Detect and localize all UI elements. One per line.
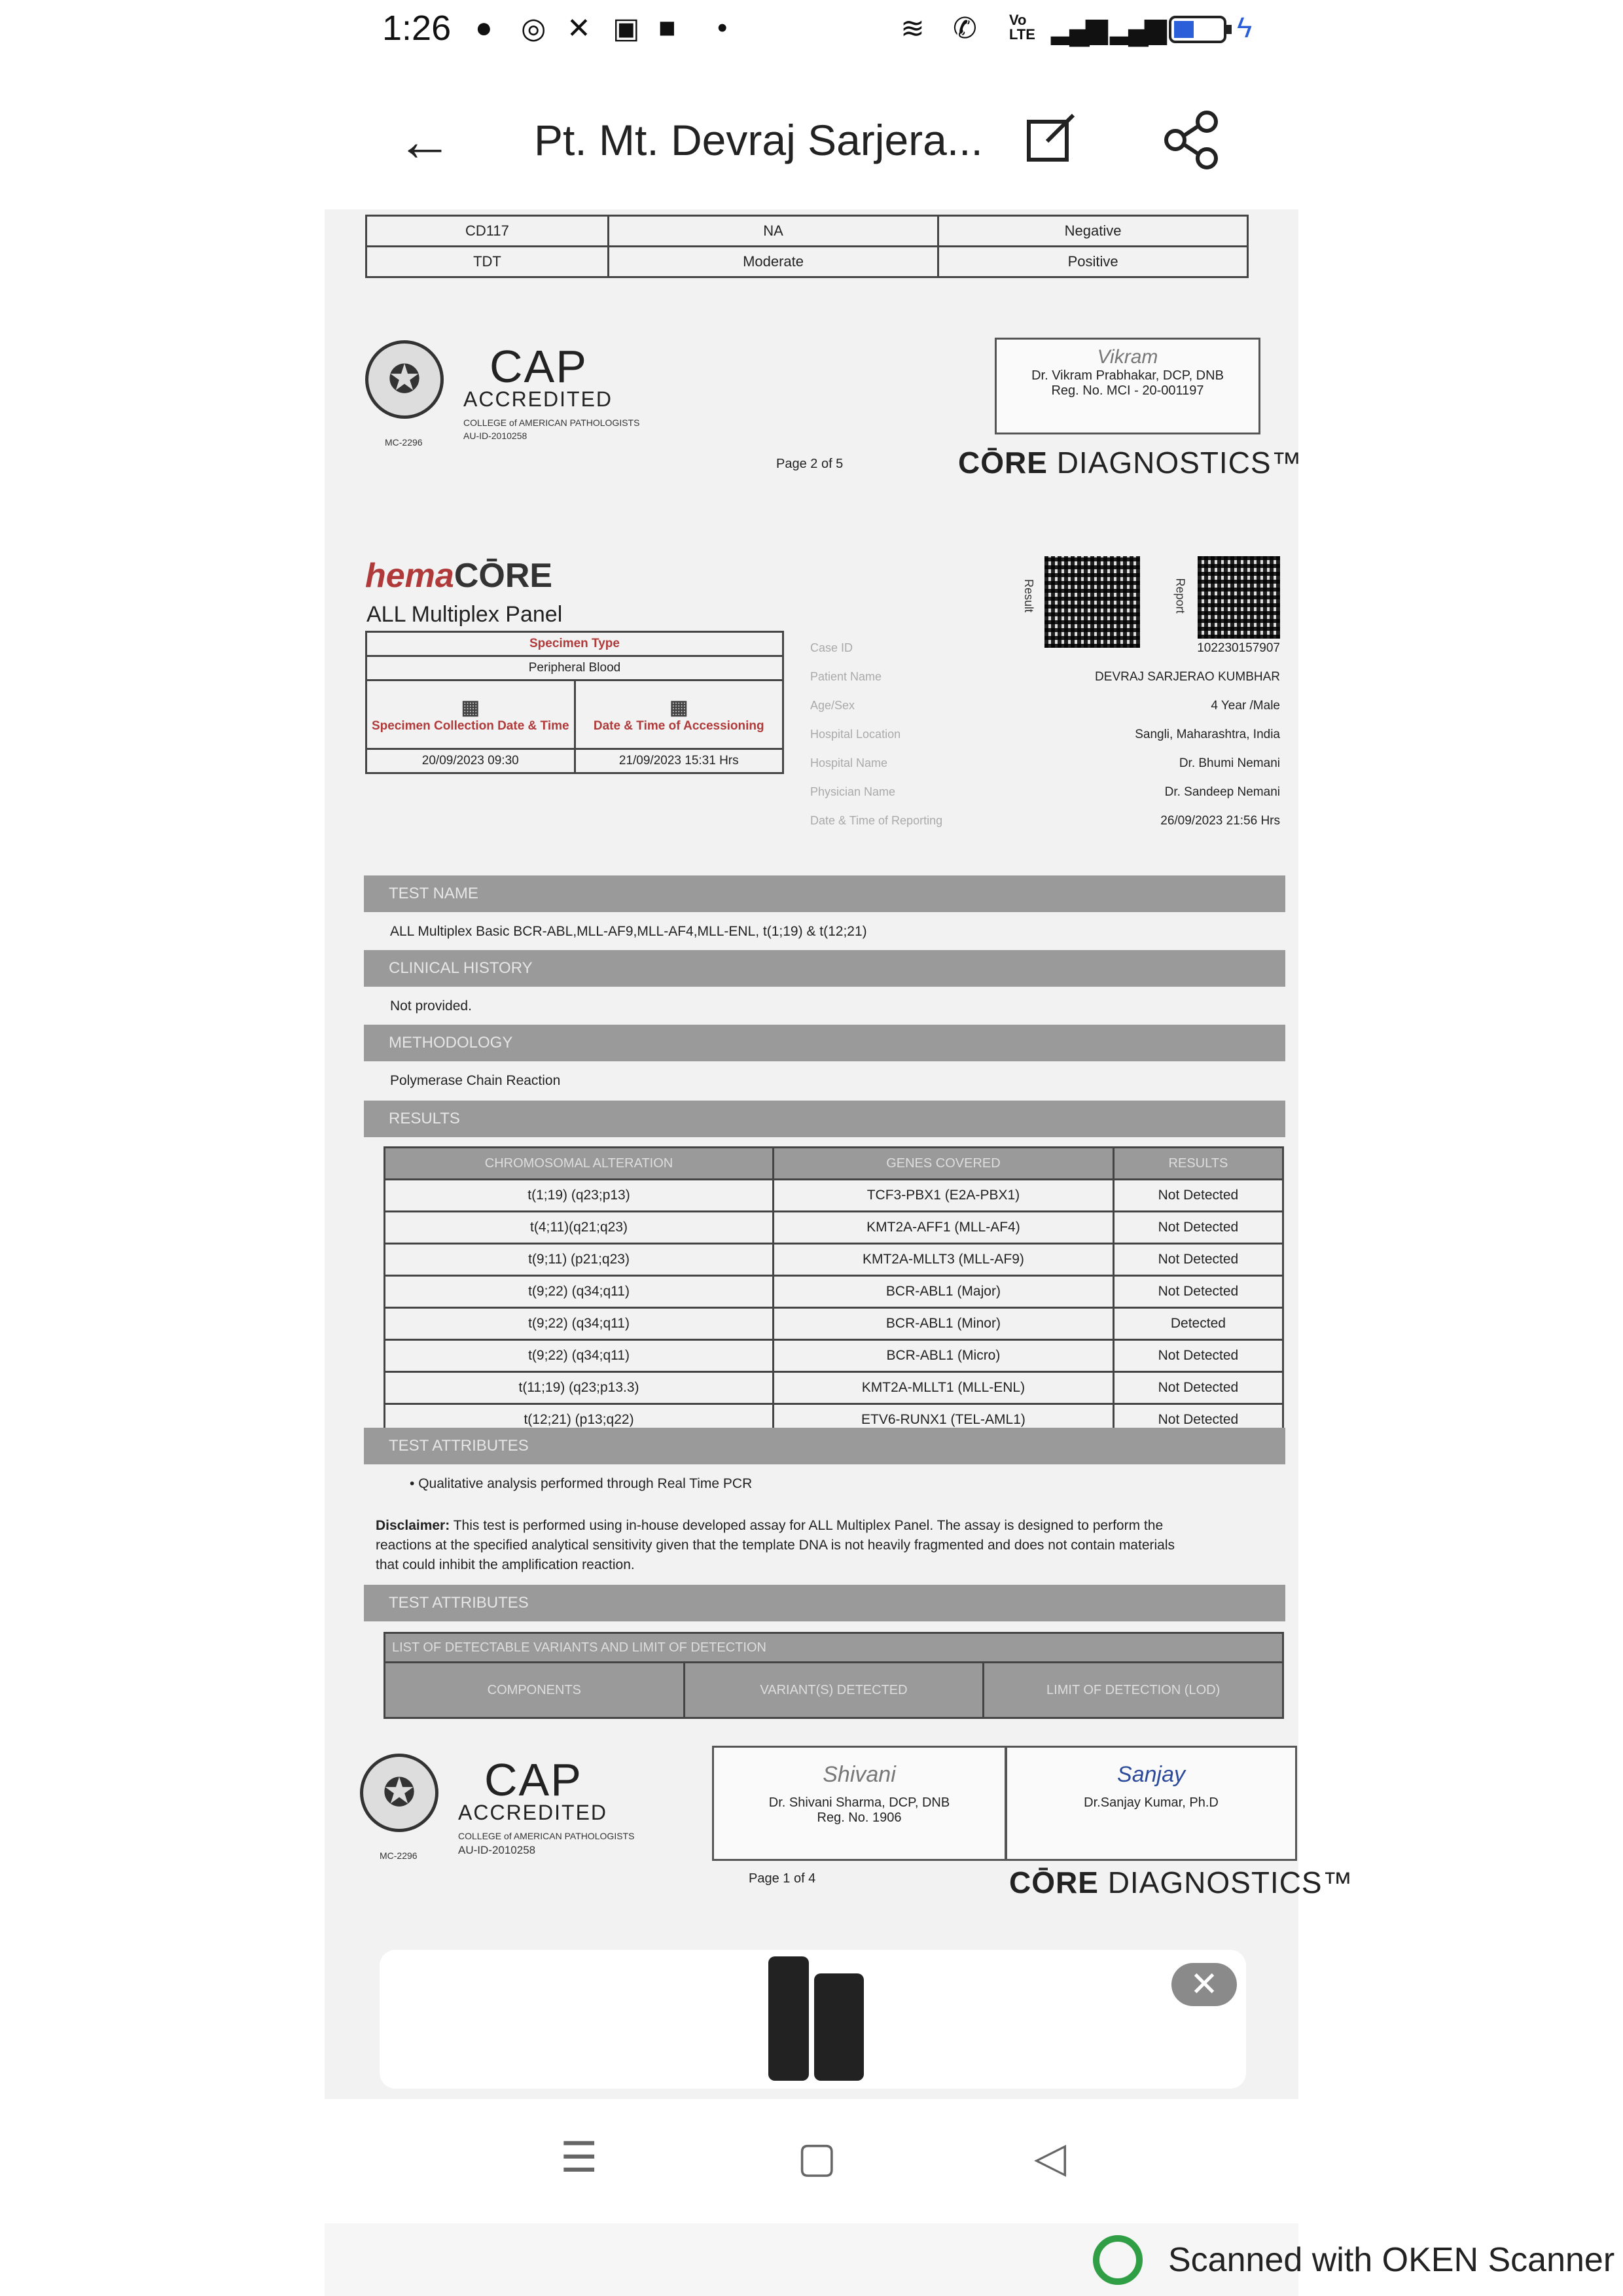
- qr-label-report: Report: [1173, 578, 1187, 614]
- result-cell: BCR-ABL1 (Major): [774, 1276, 1114, 1308]
- attribute-bullet: • Qualitative analysis performed through Real Time PCR: [410, 1476, 753, 1491]
- patient-field-value: DEVRAJ SARJERAO KUMBHAR: [1095, 670, 1280, 684]
- accredited-word: ACCREDITED: [463, 387, 613, 411]
- accredited-word-2: ACCREDITED: [458, 1801, 608, 1824]
- wifi-icon: ≋: [901, 12, 925, 44]
- table-row: [385, 1372, 1283, 1404]
- app-bar: [325, 69, 1298, 209]
- result-cell: ETV6-RUNX1 (TEL-AML1): [774, 1404, 1114, 1436]
- result-cell: Detected: [1113, 1308, 1283, 1340]
- product-bottle-image: [768, 1956, 809, 2081]
- qr-label-result: Result: [1022, 578, 1036, 613]
- table-row: [385, 1180, 1283, 1212]
- marker-table: [365, 215, 1249, 278]
- table-row: [385, 1212, 1283, 1244]
- seal-icon: ✪: [365, 340, 444, 419]
- signature: Vikram: [1097, 346, 1158, 368]
- section-test-attributes-2: TEST ATTRIBUTES: [364, 1585, 1285, 1621]
- result-cell: KMT2A-AFF1 (MLL-AF4): [774, 1212, 1114, 1244]
- section-test-attributes: TEST ATTRIBUTES: [364, 1428, 1285, 1464]
- marker-row: [366, 247, 1248, 277]
- marker-cell: Negative: [938, 216, 1248, 247]
- specimen-type-label: Specimen Type: [366, 632, 783, 656]
- report-qr-icon: [1198, 556, 1280, 639]
- lod-header: VARIANT(S) DETECTED: [684, 1663, 984, 1718]
- signature-box-2: [1005, 1746, 1297, 1861]
- hemacore-logo: [365, 556, 552, 595]
- marker-cell: NA: [608, 216, 938, 247]
- battery-icon: [1169, 14, 1234, 52]
- cap-au-id-2: AU-ID-2010258: [458, 1844, 536, 1856]
- result-cell: t(11;19) (q23;p13.3): [385, 1372, 774, 1404]
- collection-label: Specimen Collection Date & Time: [371, 718, 569, 733]
- v-app-icon: ▣: [613, 12, 640, 44]
- result-cell: TCF3-PBX1 (E2A-PBX1): [774, 1180, 1114, 1212]
- back-arrow-icon[interactable]: ←: [397, 110, 453, 173]
- signatory-1-reg: Reg. No. 1906: [817, 1810, 902, 1825]
- patient-field-value: 4 Year /Male: [1211, 699, 1280, 713]
- volte-label: Vo LTE: [1009, 12, 1035, 43]
- marker-cell: CD117: [366, 216, 609, 247]
- lod-table: [383, 1632, 1284, 1719]
- patient-field-label: Physician Name: [810, 785, 896, 798]
- disclaimer-text-1: This test is performed using in-house developed assay for ALL Multiplex Panel. The assay is designed to perform the: [453, 1518, 1164, 1533]
- cap-college: COLLEGE of AMERICAN PATHOLOGISTS: [463, 417, 640, 428]
- result-cell: t(1;19) (q23;p13): [385, 1180, 774, 1212]
- mc-number-2: MC-2296: [380, 1850, 418, 1861]
- signatory-2-name: Dr.Sanjay Kumar, Ph.D: [1084, 1795, 1219, 1810]
- signatory-reg: Reg. No. MCI - 20-001197: [1051, 383, 1204, 398]
- calendar-icon: ▦: [461, 696, 480, 718]
- result-cell: BCR-ABL1 (Minor): [774, 1308, 1114, 1340]
- patient-field-label: Patient Name: [810, 670, 882, 683]
- edit-icon[interactable]: [1025, 113, 1077, 177]
- patient-field-label: Hospital Name: [810, 756, 888, 769]
- app-icon: ✕: [567, 12, 591, 44]
- result-cell: Not Detected: [1113, 1180, 1283, 1212]
- lod-header: COMPONENTS: [385, 1663, 685, 1718]
- cap-word-2: CAP: [484, 1754, 582, 1805]
- ad-banner[interactable]: [380, 1950, 1246, 2089]
- calendar-icon-2: ▦: [669, 696, 688, 718]
- specimen-table: [365, 631, 784, 774]
- table-row: [385, 1308, 1283, 1340]
- instagram-icon: ◎: [521, 12, 546, 44]
- section-methodology: METHODOLOGY: [364, 1025, 1285, 1061]
- section-clinical-history: CLINICAL HISTORY: [364, 950, 1285, 987]
- signal-icon-2: ▂▄▆: [1110, 12, 1163, 44]
- results-table: [383, 1146, 1284, 1437]
- collection-label-cell: [366, 680, 575, 749]
- signatory-name: Dr. Vikram Prabhakar, DCP, DNB: [1031, 368, 1224, 383]
- disclaimer-line-1: [376, 1518, 1163, 1534]
- marker-cell: TDT: [366, 247, 609, 277]
- accession-value: 21/09/2023 15:31 Hrs: [575, 749, 783, 773]
- patient-field-value: 26/09/2023 21:56 Hrs: [1160, 814, 1280, 828]
- result-cell: t(9;22) (q34;q11): [385, 1340, 774, 1372]
- clinical-history-text: Not provided.: [390, 998, 472, 1014]
- cap-college-2: COLLEGE of AMERICAN PATHOLOGISTS: [458, 1831, 635, 1841]
- watermark-text: Scanned with OKEN Scanner: [1168, 2241, 1615, 2279]
- specimen-type-value: Peripheral Blood: [366, 656, 783, 680]
- scanner-watermark: [1093, 2223, 1623, 2296]
- document-title: Pt. Mt. Devraj Sarjera...: [534, 116, 983, 164]
- core-diagnostics-logo-top: [958, 445, 1302, 480]
- page-number-bottom: Page 1 of 4: [749, 1871, 816, 1886]
- result-cell: Not Detected: [1113, 1276, 1283, 1308]
- scanned-report: [325, 209, 1353, 2099]
- core-bold-2: CŌRE: [1009, 1865, 1099, 1899]
- seal-icon-2: ✪: [360, 1754, 438, 1832]
- signature-1: Shivani: [823, 1762, 896, 1787]
- product-tube-image: [814, 1973, 864, 2081]
- mc-number: MC-2296: [385, 437, 423, 448]
- chat-icon: ●: [475, 12, 493, 44]
- page-number-top: Page 2 of 5: [776, 457, 844, 471]
- phone-screen: [325, 0, 1353, 2296]
- share-icon[interactable]: [1162, 110, 1221, 169]
- panel-name: ALL Multiplex Panel: [366, 602, 563, 627]
- section-test-name: TEST NAME: [364, 875, 1285, 912]
- status-time: 1:26: [382, 9, 452, 48]
- close-ad-button[interactable]: ✕: [1171, 1963, 1237, 2006]
- navigation-bar: [325, 2099, 1298, 2223]
- accession-label-cell: [575, 680, 783, 749]
- result-qr-icon: [1044, 556, 1140, 648]
- signal-icon: ▂▄▆: [1051, 12, 1104, 44]
- test-name-text: ALL Multiplex Basic BCR-ABL,MLL-AF9,MLL-AF4,MLL-ENL, t(1;19) & t(12;21): [390, 924, 867, 939]
- accession-label: Date & Time of Accessioning: [593, 718, 764, 733]
- back-triangle-icon[interactable]: ◁: [1034, 2134, 1067, 2181]
- signature-box-top: [995, 338, 1260, 434]
- disclaimer-label: Disclaimer:: [376, 1518, 450, 1533]
- core-bold: CŌRE: [958, 446, 1048, 480]
- hema-italic: hema: [365, 557, 454, 595]
- table-row: [385, 1244, 1283, 1276]
- patient-field-label: Date & Time of Reporting: [810, 814, 943, 827]
- result-cell: Not Detected: [1113, 1372, 1283, 1404]
- patient-field-value: Dr. Bhumi Nemani: [1179, 756, 1280, 770]
- result-cell: Not Detected: [1113, 1212, 1283, 1244]
- cap-accreditation-bottom: [360, 1754, 687, 1884]
- patient-field-label: Case ID: [810, 641, 853, 654]
- signatory-1-name: Dr. Shivani Sharma, DCP, DNB: [768, 1795, 950, 1810]
- result-cell: t(9;22) (q34;q11): [385, 1276, 774, 1308]
- result-cell: t(4;11)(q21;q23): [385, 1212, 774, 1244]
- patient-field-label: Age/Sex: [810, 699, 855, 712]
- patient-field-value: 102230157907: [1197, 641, 1280, 655]
- signature-2: Sanjay: [1117, 1762, 1185, 1787]
- hema-bold: CŌRE: [454, 557, 553, 595]
- result-cell: KMT2A-MLLT3 (MLL-AF9): [774, 1244, 1114, 1276]
- section-results: RESULTS: [364, 1101, 1285, 1137]
- table-row: [385, 1276, 1283, 1308]
- patient-field-value: Dr. Sandeep Nemani: [1164, 785, 1280, 799]
- marker-cell: Moderate: [608, 247, 938, 277]
- facebook-icon: ■: [658, 12, 676, 44]
- status-bar: [325, 0, 1298, 69]
- result-cell: t(12;21) (p13;q22): [385, 1404, 774, 1436]
- menu-icon[interactable]: ☰: [560, 2134, 598, 2181]
- cap-accreditation-top: [365, 340, 692, 471]
- signature-box-1: [712, 1746, 1007, 1861]
- results-header: RESULTS: [1113, 1148, 1283, 1180]
- result-cell: Not Detected: [1113, 1404, 1283, 1436]
- core-diagnostics-logo-bottom: [1009, 1865, 1353, 1900]
- charging-icon: ϟ: [1237, 12, 1253, 44]
- core-rest-2: DIAGNOSTICS™: [1107, 1865, 1353, 1899]
- marker-cell: Positive: [938, 247, 1248, 277]
- lod-header: LIMIT OF DETECTION (LOD): [984, 1663, 1283, 1718]
- dot-icon: •: [717, 12, 728, 44]
- result-cell: t(9;22) (q34;q11): [385, 1308, 774, 1340]
- result-cell: Not Detected: [1113, 1244, 1283, 1276]
- result-cell: KMT2A-MLLT1 (MLL-ENL): [774, 1372, 1114, 1404]
- result-cell: t(9;11) (p21;q23): [385, 1244, 774, 1276]
- patient-field-value: Sangli, Maharashtra, India: [1135, 728, 1280, 741]
- disclaimer-line-3: that could inhibit the amplification reaction.: [376, 1557, 635, 1572]
- patient-field-label: Hospital Location: [810, 728, 901, 741]
- home-icon[interactable]: ▢: [797, 2134, 837, 2181]
- lod-title: LIST OF DETECTABLE VARIANTS AND LIMIT OF DETECTION: [385, 1633, 1283, 1663]
- results-header: CHROMOSOMAL ALTERATION: [385, 1148, 774, 1180]
- oken-scanner-icon: [1093, 2235, 1143, 2285]
- disclaimer-line-2: reactions at the specified analytical sensitivity given that the template DNA is not heavily fragmented and does not contain materials: [376, 1538, 1175, 1553]
- collection-value: 20/09/2023 09:30: [366, 749, 575, 773]
- core-rest: DIAGNOSTICS™: [1056, 446, 1302, 480]
- attribute-bullet-text: Qualitative analysis performed through Real Time PCR: [418, 1476, 753, 1491]
- call-icon: ✆: [953, 12, 977, 44]
- results-header: GENES COVERED: [774, 1148, 1114, 1180]
- cap-au-id: AU-ID-2010258: [463, 431, 527, 441]
- methodology-text: Polymerase Chain Reaction: [390, 1073, 561, 1088]
- table-row: [385, 1340, 1283, 1372]
- result-cell: BCR-ABL1 (Micro): [774, 1340, 1114, 1372]
- marker-row: [366, 216, 1248, 247]
- patient-info: [810, 641, 1280, 864]
- result-cell: Not Detected: [1113, 1340, 1283, 1372]
- cap-word: CAP: [490, 341, 588, 392]
